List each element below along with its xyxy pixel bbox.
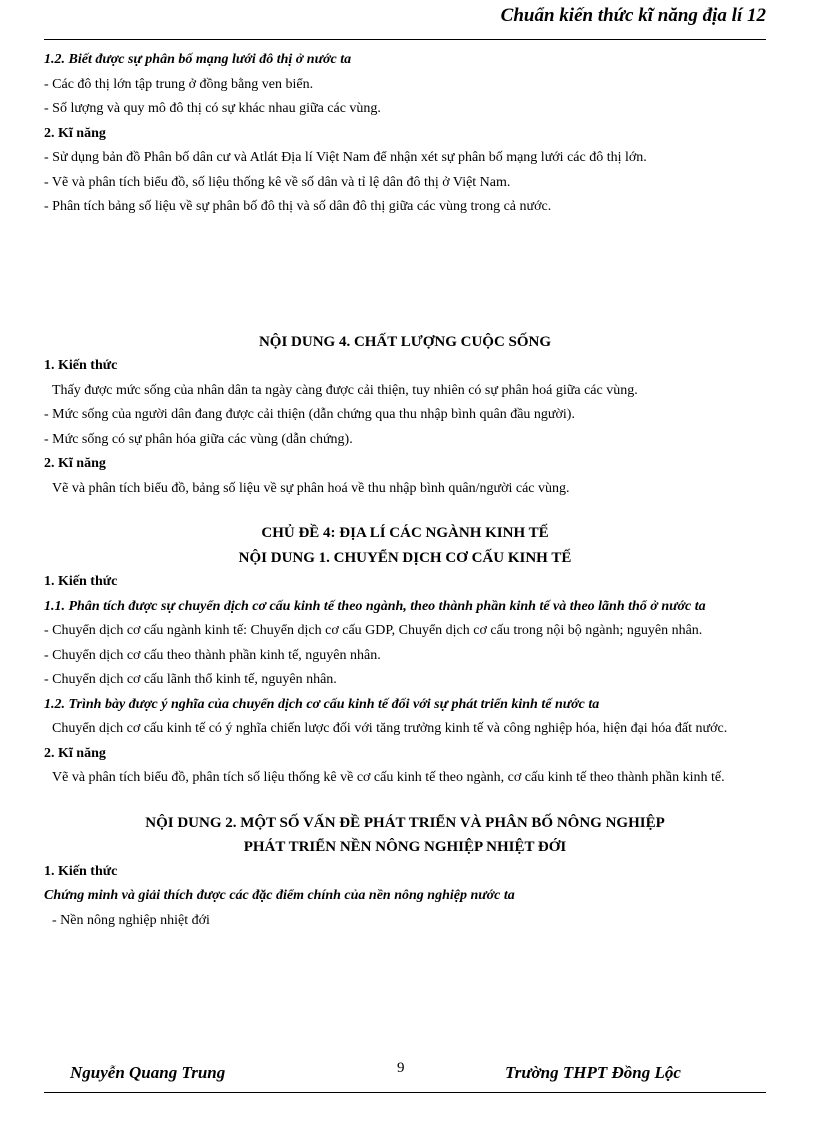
footer-author: Nguyễn Quang Trung [70,1063,226,1082]
body-line: - Vẽ và phân tích biểu đồ, số liệu thống kê về số dân và tỉ lệ dân đô thị ở Việt Nam. [44,174,511,190]
section-heading: 1.1. Phân tích được sự chuyển dịch cơ cấu kinh tế theo ngành, theo thành phần kinh tế và theo lãnh thổ ở nước ta [44,598,706,614]
page-number: 9 [397,1060,405,1076]
body-line: Chuyển dịch cơ cấu kinh tế có ý nghĩa chiến lược đối với tăng trưởng kinh tế và công nghiệp hóa, hiện đại hóa đất nước. [52,721,728,736]
section-heading: 2. Kĩ năng [44,456,106,471]
content-title: NỘI DUNG 2. MỘT SỐ VẤN ĐỀ PHÁT TRIỂN VÀ PHÂN BỐ NÔNG NGHIỆP [145,814,665,831]
body-line: - Sử dụng bản đồ Phân bố dân cư và Atlát Địa lí Việt Nam để nhận xét sự phân bố mạng lưới các đô thị lớn. [44,150,647,165]
section-heading: 1. Kiến thức [44,358,118,373]
section-heading: 2. Kĩ năng [44,745,106,761]
content-title: NỘI DUNG 1. CHUYỂN DỊCH CƠ CẤU KINH TẾ [238,549,572,566]
section-heading: 1.2. Trình bày được ý nghĩa của chuyển dịch cơ cấu kinh tế đối với sự phát triển kinh tế nước ta [44,696,600,712]
body-line: Vẽ và phân tích biểu đồ, phân tích số liệu thống kê về cơ cấu kinh tế theo ngành, cơ cấu kinh tế theo thành phần kinh tế. [52,770,725,785]
body-line: - Mức sống của người dân đang được cải thiện (dẫn chứng qua thu nhập bình quân đầu người). [44,407,575,422]
page-header-title: Chuẩn kiến thức kĩ năng địa lí 12 [500,5,766,26]
section-heading: Chứng minh và giải thích được các đặc điểm chính của nền nông nghiệp nước ta [44,888,515,903]
body-line: - Các đô thị lớn tập trung ở đồng bằng ven biển. [44,76,314,92]
header-divider [44,39,766,40]
body-line: - Chuyển dịch cơ cấu lãnh thổ kinh tế, nguyên nhân. [44,672,337,687]
section-heading: 2. Kĩ năng [44,125,106,141]
content-title: NỘI DUNG 4. CHẤT LƯỢNG CUỘC SỐNG [258,333,552,350]
content-title: PHÁT TRIỂN NỀN NÔNG NGHIỆP NHIỆT ĐỚI [243,839,567,855]
body-line: - Chuyển dịch cơ cấu ngành kinh tế: Chuyển dịch cơ cấu GDP, Chuyển dịch cơ cấu trong nội bộ ngành; nguyên nhân. [44,623,703,638]
body-line: - Số lượng và quy mô đô thị có sự khác nhau giữa các vùng. [44,101,381,116]
footer-school: Trường THPT Đồng Lộc [505,1063,681,1082]
body-line: - Mức sống có sự phân hóa giữa các vùng (dẫn chứng). [44,431,353,447]
section-heading: 1.2. Biết được sự phân bố mạng lưới đô thị ở nước ta [44,52,352,67]
footer-divider [44,1092,766,1093]
body-line: - Chuyển dịch cơ cấu theo thành phần kinh tế, nguyên nhân. [44,647,381,663]
document-body [44,48,766,933]
body-line: Thấy được mức sống của nhân dân ta ngày càng được cải thiện, tuy nhiên có sự phân hoá giữa các vùng. [52,382,638,398]
section-heading: 1. Kiến thức [44,574,118,589]
body-line: - Nền nông nghiệp nhiệt đới [52,912,210,928]
section-heading: 1. Kiến thức [44,863,118,879]
topic-title: CHỦ ĐỀ 4: ĐỊA LÍ CÁC NGÀNH KINH TẾ [261,525,549,541]
body-line: Vẽ và phân tích biểu đồ, bảng số liệu về sự phân hoá về thu nhập bình quân/người các vùng. [52,480,570,496]
body-line: - Phân tích bảng số liệu về sự phân bố đô thị và số dân đô thị giữa các vùng trong cả nước. [44,199,552,214]
